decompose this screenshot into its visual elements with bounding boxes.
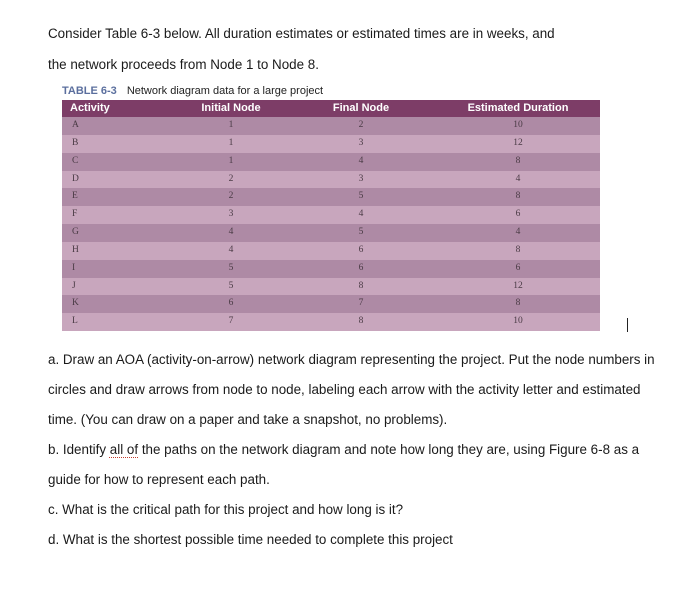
table-row: [62, 242, 600, 260]
cell-initial-node: 1: [176, 153, 286, 171]
cell-activity: B: [62, 135, 176, 153]
cell-final-node: 3: [286, 135, 436, 153]
intro-line-2: the network proceeds from Node 1 to Node 8.: [48, 57, 319, 72]
cell-activity: J: [62, 278, 176, 296]
header-final-node: Final Node: [286, 100, 436, 117]
cell-initial-node: 6: [176, 295, 286, 313]
question-a-line-3: time. (You can draw on a paper and take a snapshot, no problems).: [48, 412, 448, 427]
cell-initial-node: 1: [176, 117, 286, 135]
cell-initial-node: 3: [176, 206, 286, 224]
cell-activity: K: [62, 295, 176, 313]
cell-initial-node: 2: [176, 188, 286, 206]
cell-duration: 8: [436, 295, 600, 313]
table-row: [62, 171, 600, 189]
cell-initial-node: 4: [176, 242, 286, 260]
cell-final-node: 4: [286, 153, 436, 171]
text-cursor: [627, 318, 628, 332]
cell-duration: 12: [436, 135, 600, 153]
question-c: c. What is the critical path for this project and how long is it?: [48, 502, 404, 517]
cell-duration: 10: [436, 313, 600, 331]
cell-activity: L: [62, 313, 176, 331]
question-b-prefix: b. Identify: [48, 442, 110, 457]
table-row: [62, 278, 600, 296]
question-b-line-1: [48, 442, 639, 458]
cell-final-node: 7: [286, 295, 436, 313]
cell-initial-node: 5: [176, 260, 286, 278]
cell-initial-node: 4: [176, 224, 286, 242]
question-b-suffix: the paths on the network diagram and note how long they are, using Figure 6-8 as a: [138, 442, 640, 457]
cell-final-node: 8: [286, 313, 436, 331]
table-row: [62, 295, 600, 313]
cell-activity: G: [62, 224, 176, 242]
table-caption-text: Network diagram data for a large project: [126, 85, 324, 97]
cell-activity: E: [62, 188, 176, 206]
header-estimated-duration: Estimated Duration: [436, 100, 600, 117]
cell-activity: C: [62, 153, 176, 171]
table-row: [62, 135, 600, 153]
cell-initial-node: 1: [176, 135, 286, 153]
intro-line-1: Consider Table 6-3 below. All duration estimates or estimated times are in weeks, and: [48, 26, 555, 41]
cell-initial-node: 7: [176, 313, 286, 331]
question-a-line-2: circles and draw arrows from node to node, labeling each arrow with the activity letter and estimated: [48, 382, 641, 397]
cell-initial-node: 5: [176, 278, 286, 296]
cell-final-node: 6: [286, 260, 436, 278]
cell-duration: 8: [436, 153, 600, 171]
question-b-underlined: all of: [109, 442, 139, 457]
cell-final-node: 5: [286, 224, 436, 242]
question-d: d. What is the shortest possible time needed to complete this project: [48, 532, 453, 547]
header-activity: Activity: [62, 100, 176, 117]
table-row: [62, 206, 600, 224]
cell-duration: 12: [436, 278, 600, 296]
table-caption-tag: TABLE 6-3: [62, 85, 117, 97]
cell-duration: 8: [436, 242, 600, 260]
cell-duration: 8: [436, 188, 600, 206]
question-b-line-2: guide for how to represent each path.: [48, 472, 270, 487]
cell-final-node: 3: [286, 171, 436, 189]
cell-activity: A: [62, 117, 176, 135]
cell-duration: 4: [436, 171, 600, 189]
cell-activity: F: [62, 206, 176, 224]
network-table: [62, 84, 600, 331]
cell-final-node: 4: [286, 206, 436, 224]
cell-final-node: 6: [286, 242, 436, 260]
table-row: [62, 188, 600, 206]
table-row: [62, 117, 600, 135]
cell-duration: 10: [436, 117, 600, 135]
question-a-line-1: a. Draw an AOA (activity-on-arrow) network diagram representing the project. Put the node numbers in: [48, 352, 655, 367]
cell-duration: 6: [436, 206, 600, 224]
table-row: [62, 260, 600, 278]
cell-duration: 4: [436, 224, 600, 242]
cell-initial-node: 2: [176, 171, 286, 189]
cell-final-node: 5: [286, 188, 436, 206]
header-initial-node: Initial Node: [176, 100, 286, 117]
table-caption: [62, 84, 600, 100]
header-row: [62, 100, 600, 117]
cell-activity: D: [62, 171, 176, 189]
cell-final-node: 8: [286, 278, 436, 296]
cell-final-node: 2: [286, 117, 436, 135]
data-table: [62, 100, 600, 331]
table-row: [62, 153, 600, 171]
table-row: [62, 313, 600, 331]
cell-activity: I: [62, 260, 176, 278]
cell-duration: 6: [436, 260, 600, 278]
cell-activity: H: [62, 242, 176, 260]
table-row: [62, 224, 600, 242]
